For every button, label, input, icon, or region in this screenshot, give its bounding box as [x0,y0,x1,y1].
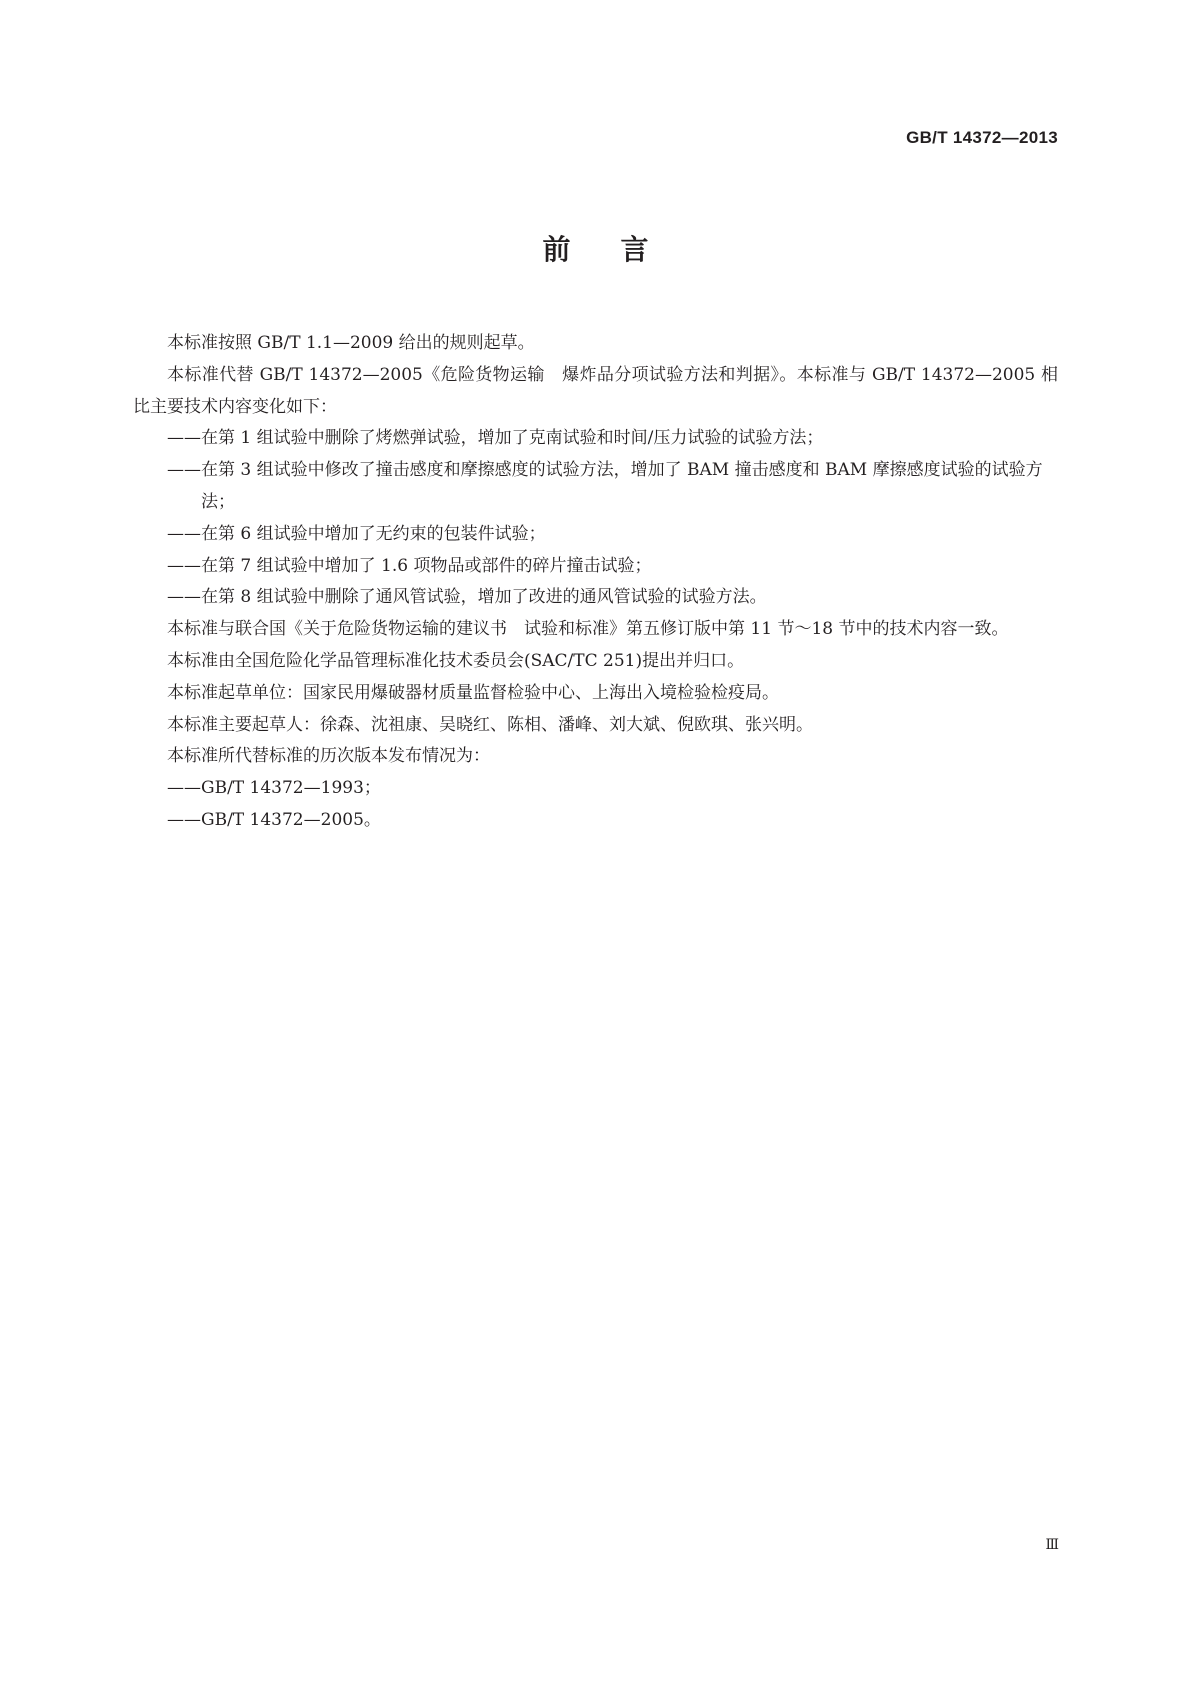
previous-edition-2005: ——GB/T 14372—2005。 [167,809,381,830]
paragraph-drafting-rules: 本标准按照 GB/T 1.1—2009 给出的规则起草。 [167,333,535,353]
change-item-group-1: ——在第 1 组试验中删除了烤燃弹试验，增加了克南试验和时间/压力试验的试验方法； [167,428,824,449]
change-item-group-8: ——在第 8 组试验中删除了通风管试验，增加了改进的通风管试验的试验方法。 [167,587,767,608]
previous-edition-1993: ——GB/T 14372—1993； [167,778,381,799]
paragraph-replaces: 本标准代替 GB/T 14372—2005《危险货物运输 爆炸品分项试验方法和判据》。本标准与 GB/T 14372—2005 相比主要技术内容变化如下： [133,364,1058,417]
page-number: Ⅲ [1045,1537,1058,1553]
paragraph-drafting-units: 本标准起草单位：国家民用爆破器材质量监督检验中心、上海出入境检验检疫局。 [167,682,779,703]
paragraph-un-consistency: 本标准与联合国《关于危险货物运输的建议书 试验和标准》第五修订版中第 11 节～18 节中的技术内容一致。 [167,619,1009,640]
paragraph-drafters: 本标准主要起草人：徐森、沈祖康、吴晓红、陈相、潘峰、刘大斌、倪欧琪、张兴明。 [167,714,813,735]
change-item-group-7: ——在第 7 组试验中增加了 1.6 项物品或部件的碎片撞击试验； [167,555,652,576]
paragraph-previous-editions: 本标准所代替标准的历次版本发布情况为： [167,746,490,767]
paragraph-proposer: 本标准由全国危险化学品管理标准化技术委员会(SAC/TC 251)提出并归口。 [167,650,745,671]
page-title: 前言 [542,233,699,266]
standard-id: GB/T 14372—2013 [906,128,1058,147]
change-item-group-6: ——在第 6 组试验中增加了无约束的包装件试验； [167,523,546,544]
foreword-body [133,328,1058,837]
change-item-group-3: ——在第 3 组试验中修改了撞击感度和摩擦感度的试验方法，增加了 BAM 撞击感度和 BAM 摩擦感度试验的试验方法； [167,460,1043,512]
